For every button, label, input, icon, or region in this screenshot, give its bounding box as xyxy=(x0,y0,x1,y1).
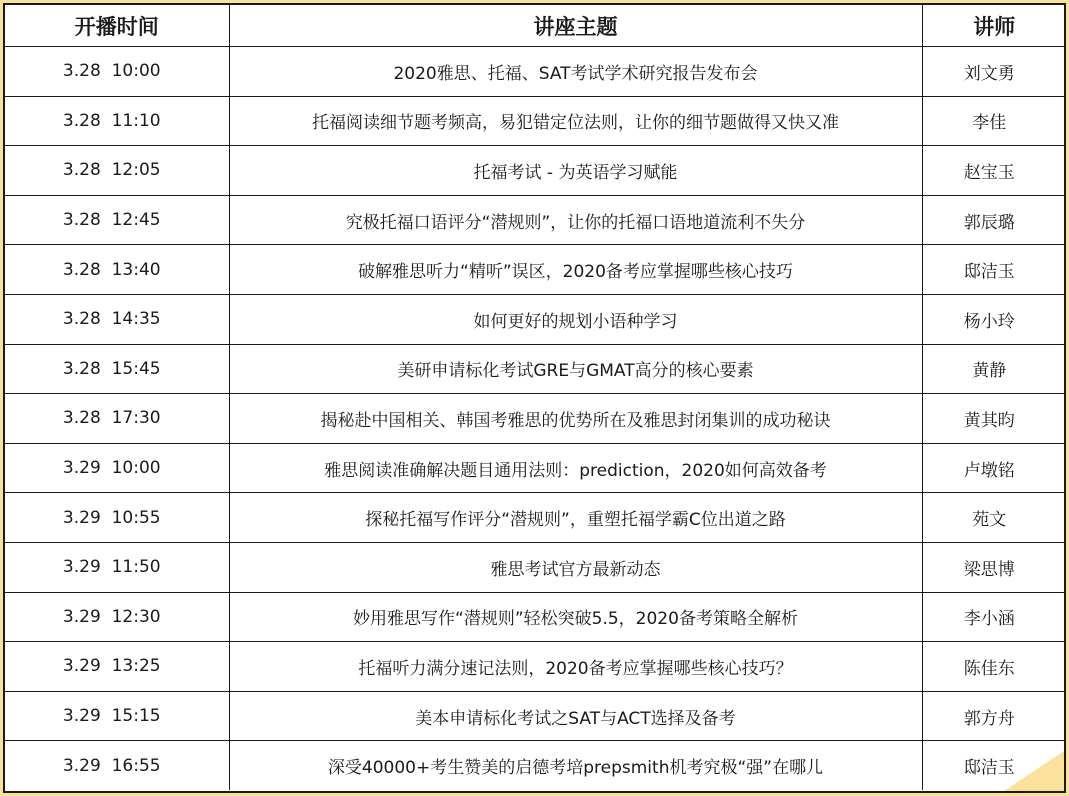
cell-time: 3.28 17:30 xyxy=(5,394,229,444)
header-time: 开播时间 xyxy=(5,5,229,47)
table-row xyxy=(5,344,1066,394)
cell-time: 3.29 12:30 xyxy=(5,592,229,642)
cell-topic: 妙用雅思写作“潜规则”轻松突破5.5，2020备考策略全解析 xyxy=(229,592,922,642)
cell-teacher: 郭方舟 xyxy=(922,691,1066,741)
cell-topic: 托福考试 - 为英语学习赋能 xyxy=(229,146,922,196)
cell-teacher: 杨小玲 xyxy=(922,294,1066,344)
schedule-frame xyxy=(3,3,1066,793)
cell-teacher: 刘文勇 xyxy=(922,47,1066,97)
table-row xyxy=(5,245,1066,295)
cell-time: 3.28 11:10 xyxy=(5,96,229,146)
cell-time: 3.28 12:05 xyxy=(5,146,229,196)
table-row xyxy=(5,741,1066,790)
table-row xyxy=(5,542,1066,592)
cell-topic: 美研申请标化考试GRE与GMAT高分的核心要素 xyxy=(229,344,922,394)
table-row xyxy=(5,394,1066,444)
cell-teacher: 邸洁玉 xyxy=(922,245,1066,295)
cell-time: 3.29 13:25 xyxy=(5,642,229,692)
header-row xyxy=(5,5,1066,47)
cell-time: 3.29 11:50 xyxy=(5,542,229,592)
cell-time: 3.29 10:00 xyxy=(5,443,229,493)
cell-topic: 美本申请标化考试之SAT与ACT选择及备考 xyxy=(229,691,922,741)
cell-teacher: 黄其昀 xyxy=(922,394,1066,444)
table-row xyxy=(5,493,1066,543)
table-row xyxy=(5,96,1066,146)
cell-topic: 托福阅读细节题考频高，易犯错定位法则，让你的细节题做得又快又准 xyxy=(229,96,922,146)
table-row xyxy=(5,146,1066,196)
cell-topic: 雅思阅读准确解决题目通用法则：prediction，2020如何高效备考 xyxy=(229,443,922,493)
cell-topic: 究极托福口语评分“潜规则”，让你的托福口语地道流利不失分 xyxy=(229,195,922,245)
cell-teacher: 黄静 xyxy=(922,344,1066,394)
table-row xyxy=(5,592,1066,642)
header-teacher: 讲师 xyxy=(922,5,1066,47)
cell-topic: 如何更好的规划小语种学习 xyxy=(229,294,922,344)
cell-time: 3.29 16:55 xyxy=(5,741,229,790)
cell-teacher: 李小涵 xyxy=(922,592,1066,642)
cell-topic: 雅思考试官方最新动态 xyxy=(229,542,922,592)
cell-time: 3.28 13:40 xyxy=(5,245,229,295)
cell-teacher: 苑文 xyxy=(922,493,1066,543)
lecture-schedule-table xyxy=(5,5,1066,790)
cell-time: 3.29 15:15 xyxy=(5,691,229,741)
cell-topic: 破解雅思听力“精听”误区，2020备考应掌握哪些核心技巧 xyxy=(229,245,922,295)
header-topic: 讲座主题 xyxy=(229,5,922,47)
cell-topic: 探秘托福写作评分“潜规则”，重塑托福学霸C位出道之路 xyxy=(229,493,922,543)
cell-topic: 托福听力满分速记法则，2020备考应掌握哪些核心技巧？ xyxy=(229,642,922,692)
table-row xyxy=(5,195,1066,245)
cell-teacher: 赵宝玉 xyxy=(922,146,1066,196)
cell-time: 3.28 10:00 xyxy=(5,47,229,97)
table-row xyxy=(5,443,1066,493)
cell-topic: 2020雅思、托福、SAT考试学术研究报告发布会 xyxy=(229,47,922,97)
cell-topic: 揭秘赴中国相关、韩国考雅思的优势所在及雅思封闭集训的成功秘诀 xyxy=(229,394,922,444)
cell-time: 3.28 12:45 xyxy=(5,195,229,245)
cell-time: 3.28 15:45 xyxy=(5,344,229,394)
table-row xyxy=(5,294,1066,344)
cell-teacher: 梁思博 xyxy=(922,542,1066,592)
cell-time: 3.28 14:35 xyxy=(5,294,229,344)
table-row xyxy=(5,642,1066,692)
cell-time: 3.29 10:55 xyxy=(5,493,229,543)
cell-teacher: 邸洁玉 xyxy=(963,758,1015,779)
cell-teacher: 李佳 xyxy=(922,96,1066,146)
cell-teacher: 陈佳东 xyxy=(922,642,1066,692)
cell-topic: 深受40000+考生赞美的启德考培prepsmith机考究极“强”在哪儿 xyxy=(229,741,922,790)
cell-teacher: 卢墩铭 xyxy=(922,443,1066,493)
table-row xyxy=(5,47,1066,97)
cell-teacher: 郭辰璐 xyxy=(922,195,1066,245)
table-row xyxy=(5,691,1066,741)
